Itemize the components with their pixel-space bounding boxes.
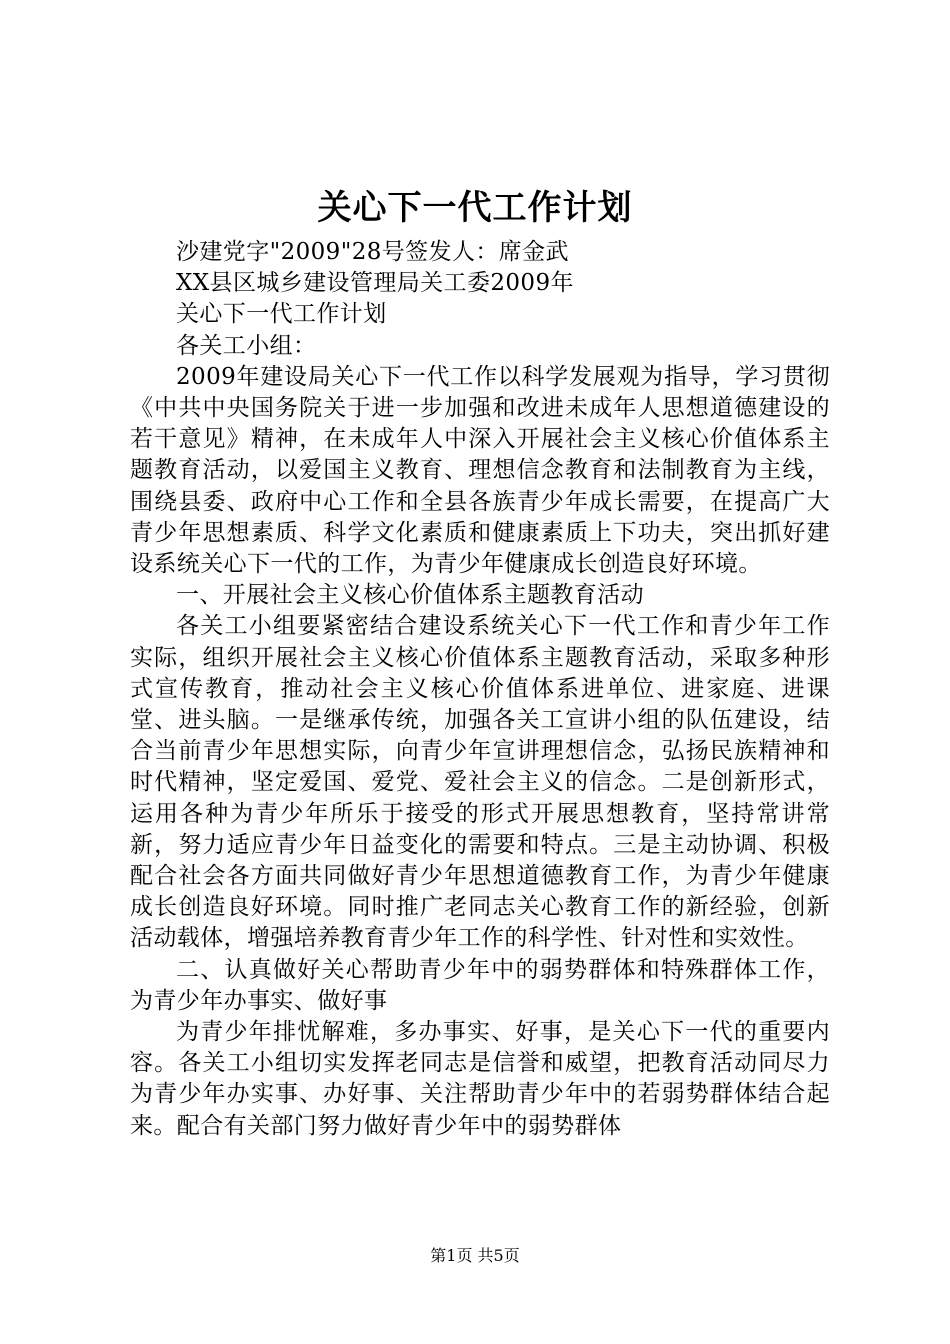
- section-heading-2: 二、认真做好关心帮助青少年中的弱势群体和特殊群体工作，为青少年办事实、做好事: [130, 956, 830, 1014]
- page-number-footer: 第1页 共5页: [430, 1246, 520, 1265]
- paragraph-intro: 2009年建设局关心下一代工作以科学发展观为指导，学习贯彻《中共中央国务院关于进一步加强和改进未成年人思想道德建设的若干意见》精神，在未成年人中深入开展社会主义核心价值体系主题教育活动，以爱国主义教育、理想信念教育和法制教育为主线，围绕县委、政府中心工作和全县各族青少年成长需要，在提高广大青少年思想素质、科学文化素质和健康素质上下功夫，突出抓好建设系统关心下一代的工作，为青少年健康成长创造良好环境。: [130, 363, 830, 578]
- salutation: 各关工小组：: [176, 332, 317, 359]
- document-title: 关心下一代工作计划: [317, 188, 633, 228]
- document-body: [130, 237, 830, 1142]
- issuer-line: XX县区城乡建设管理局关工委2009年: [176, 270, 574, 297]
- paragraph-section-2: 为青少年排忧解难，多办事实、好事，是关心下一代的重要内容。各关工小组切实发挥老同志是信誉和威望，把教育活动同尽力为青少年办实事、办好事、关注帮助青少年中的若弱势群体结合起来。配合有关部门努力做好青少年中的弱势群体: [130, 1019, 830, 1139]
- doc-number-line: 沙建党字"2009"28号签发人：席金武: [176, 239, 569, 265]
- section-heading-1: 一、开展社会主义核心价值体系主题教育活动: [176, 582, 644, 609]
- paragraph-section-1: 各关工小组要紧密结合建设系统关心下一代工作和青少年工作实际，组织开展社会主义核心价值体系主题教育活动，采取多种形式宣传教育，推动社会主义核心价值体系进单位、进家庭、进课堂、进头脑。一是继承传统，加强各关工宣讲小组的队伍建设，结合当前青少年思想实际，向青少年宣讲理想信念，弘扬民族精神和时代精神，坚定爱国、爱党、爱社会主义的信念。二是创新形式，运用各种为青少年所乐于接受的形式开展思想教育，坚持常讲常新，努力适应青少年日益变化的需要和特点。三是主动协调、积极配合社会各方面共同做好青少年思想道德教育工作，为青少年健康成长创造良好环境。同时推广老同志关心教育工作的新经验，创新活动载体，增强培养教育青少年工作的科学性、针对性和实效性。: [130, 613, 830, 952]
- subtitle-line: 关心下一代工作计划: [176, 301, 387, 328]
